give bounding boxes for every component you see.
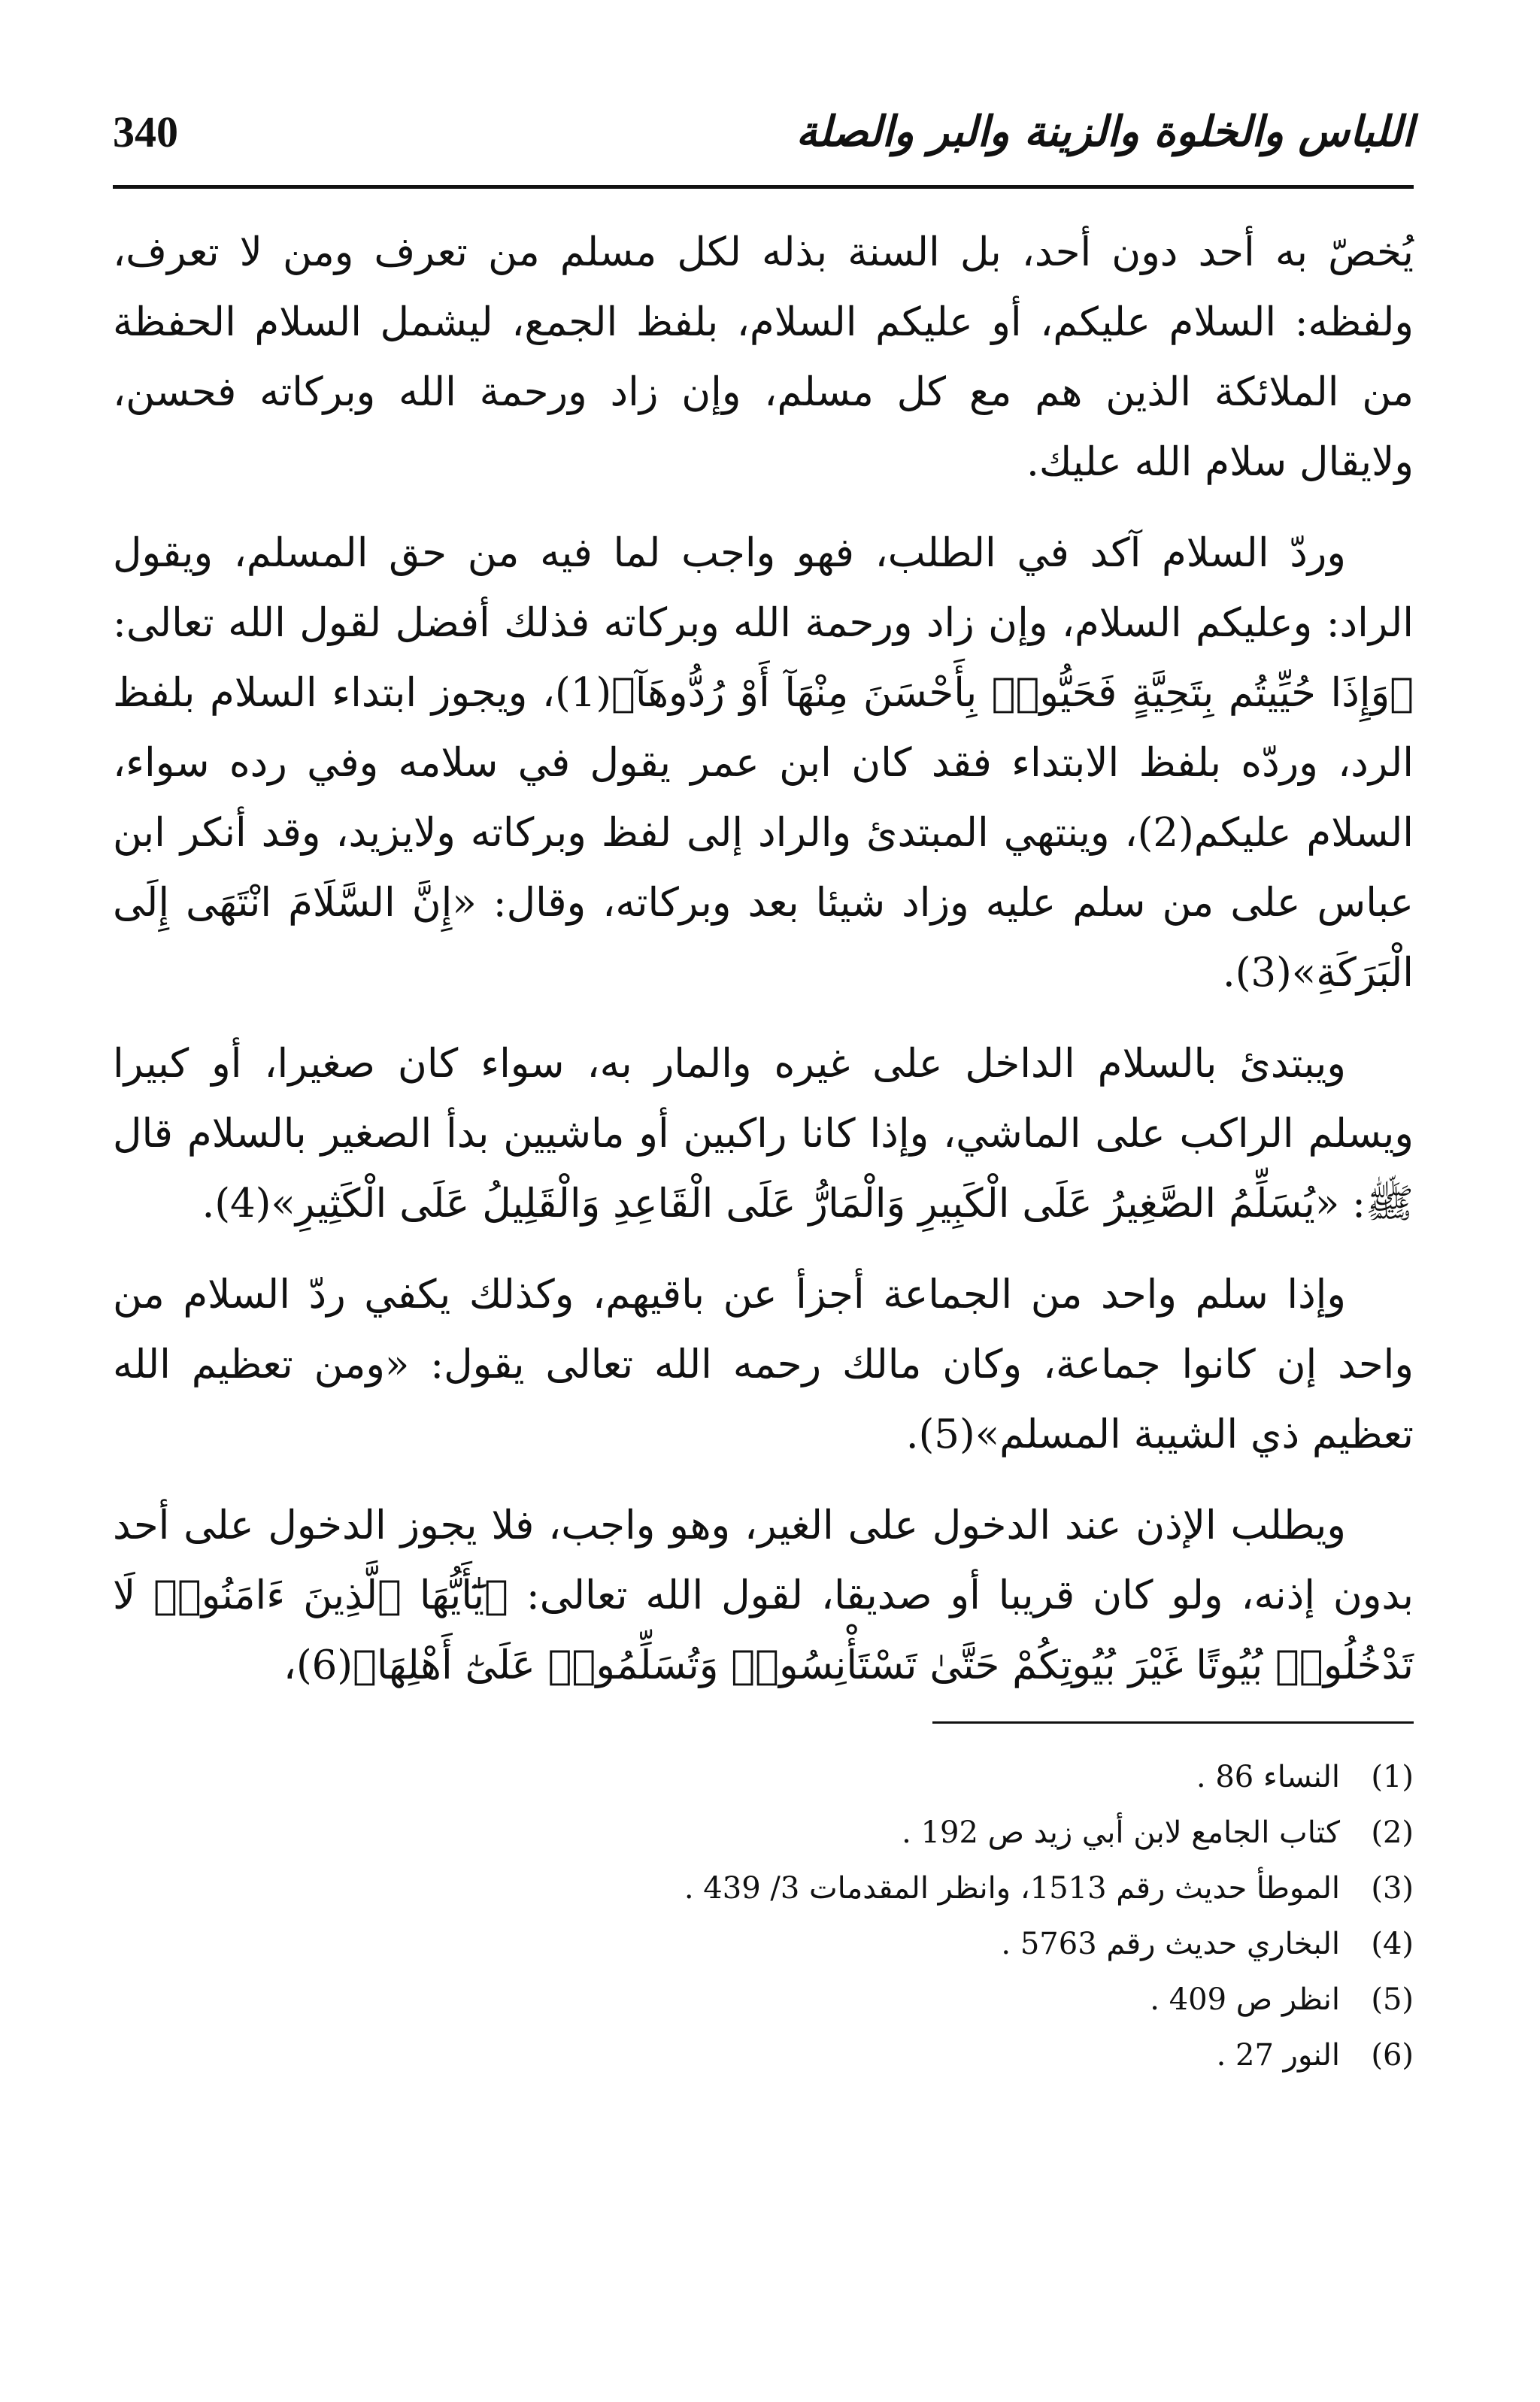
footnote-number: (1) — [1371, 1760, 1414, 1794]
paragraph-3: ويبتدئ بالسلام الداخل على غيره والمار به، سواء كان صغيرا، أو كبيرا ويسلم الراكب على الماشي، وإذا كانا راكبين أو ماشيين بدأ الصغير بالسلام قال ﷺ: «يُسَلِّمُ الصَّغِيرُ عَلَى الْكَبِيرِ وَالْمَارُّ عَلَى الْقَاعِدِ وَالْقَلِيلُ عَلَى الْكَثِيرِ»(4). — [113, 1041, 1414, 1227]
footnote-1 — [113, 1749, 1414, 1805]
running-title: اللباس والخلوة والزينة والبر والصلة — [796, 107, 1414, 156]
paragraph-4: وإذا سلم واحد من الجماعة أجزأ عن باقيهم، وكذلك يكفي ردّ السلام من واحد إن كانوا جماعة، وكان مالك رحمه الله تعالى يقول: «ومن تعظيم الله تعظيم ذي الشيبة المسلم»(5). — [113, 1272, 1414, 1457]
page-header — [113, 90, 1414, 173]
paragraph-5: ويطلب الإذن عند الدخول على الغير، وهو واجب، فلا يجوز الدخول على أحد بدون إذنه، ولو كان قريبا أو صديقا، لقول الله تعالى: ﴿يَٰٓأَيُّهَا ٱلَّذِينَ ءَامَنُوا۟ لَا تَدْخُلُوا۟ بُيُوتًا غَيْرَ بُيُوتِكُمْ حَتَّىٰ تَسْتَأْنِسُوا۟ وَتُسَلِّمُوا۟ عَلَىٰٓ أَهْلِهَا﴾(6)، — [113, 1503, 1414, 1688]
footnote-text: النور 27 . — [1216, 2038, 1340, 2073]
paragraph-2: وردّ السلام آكد في الطلب، فهو واجب لما فيه من حق المسلم، ويقول الراد: وعليكم السلام، وإن زاد ورحمة الله وبركاته فذلك أفضل لقول الله تعالى: ﴿وَإِذَا حُيِّيتُم بِتَحِيَّةٍ فَحَيُّوا۟ بِأَحْسَنَ مِنْهَآ أَوْ رُدُّوهَآ﴾(1)، ويجوز ابتداء السلام بلفظ الرد، وردّه بلفظ الابتداء فقد كان ابن عمر يقول في سلامه وفي رده سواء، السلام عليكم(2)، وينتهي المبتدئ والراد إلى لفظ وبركاته ولايزيد، وقد أنكر ابن عباس على من سلم عليه وزاد شيئا بعد وبركاته، وقال: «إِنَّ السَّلَامَ انْتَهَى إِلَى الْبَرَكَةِ»(3). — [113, 530, 1414, 996]
book-page — [113, 90, 1414, 2331]
footnote-number: (6) — [1371, 2038, 1414, 2073]
page-number: 340 — [113, 107, 178, 156]
main-text — [113, 217, 1414, 1700]
footnote-number: (2) — [1371, 1815, 1414, 1850]
footnote-text: البخاري حديث رقم 5763 . — [1001, 1927, 1340, 1961]
footnote-text: الموطأ حديث رقم 1513، وانظر المقدمات 3/ 439 . — [684, 1871, 1340, 1906]
footnote-3 — [113, 1861, 1414, 1916]
footnotes — [113, 1749, 1414, 2083]
paragraph-1: يُخصّ به أحد دون أحد، بل السنة بذله لكل مسلم من تعرف ومن لا تعرف، ولفظه: السلام عليكم، أو عليكم السلام، بلفظ الجمع، ليشمل السلام الحفظة من الملائكة الذين هم مع كل مسلم، وإن زاد ورحمة الله وبركاته فحسن، ولايقال سلام الله عليك. — [113, 229, 1414, 485]
footnote-2 — [113, 1805, 1414, 1861]
footnote-6 — [113, 2027, 1414, 2083]
footnote-number: (4) — [1371, 1927, 1414, 1961]
footnote-text: النساء 86 . — [1196, 1760, 1340, 1794]
footnote-5 — [113, 1972, 1414, 2027]
footnote-4 — [113, 1916, 1414, 1972]
footnote-text: كتاب الجامع لابن أبي زيد ص 192 . — [902, 1815, 1340, 1850]
header-divider — [113, 185, 1414, 189]
footnote-number: (3) — [1371, 1871, 1414, 1906]
footnote-number: (5) — [1371, 1982, 1414, 2017]
footnote-text: انظر ص 409 . — [1150, 1982, 1340, 2017]
footnote-divider — [932, 1721, 1414, 1724]
